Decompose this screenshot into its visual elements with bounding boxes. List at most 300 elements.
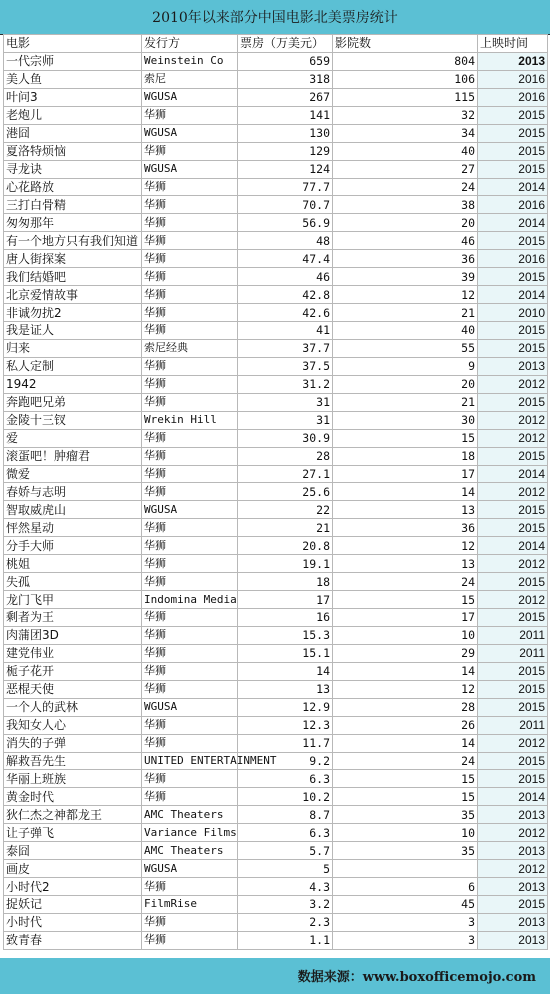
table-row (4, 555, 548, 573)
table-row (4, 896, 548, 914)
cell-theaters: 40 (333, 142, 478, 160)
cell-release-year: 2015 (478, 393, 548, 411)
cell-release-year: 2015 (478, 573, 548, 591)
cell-film: 微爱 (4, 465, 142, 483)
cell-theaters: 40 (333, 322, 478, 340)
cell-distributor: Indomina Media (142, 591, 238, 609)
cell-distributor: 华狮 (142, 483, 238, 501)
header-box-office: 票房（万美元） (238, 35, 333, 53)
cell-box-office: 15.3 (238, 626, 333, 644)
cell-film: 致青春 (4, 931, 142, 949)
cell-box-office: 130 (238, 124, 333, 142)
cell-distributor: 华狮 (142, 734, 238, 752)
cell-film: 寻龙诀 (4, 160, 142, 178)
cell-release-year: 2016 (478, 250, 548, 268)
cell-box-office: 9.2 (238, 752, 333, 770)
cell-box-office: 22 (238, 501, 333, 519)
cell-release-year: 2015 (478, 142, 548, 160)
cell-film: 黄金时代 (4, 788, 142, 806)
cell-distributor: WGUSA (142, 501, 238, 519)
header-film: 电影 (4, 35, 142, 53)
cell-distributor: 华狮 (142, 680, 238, 698)
cell-film: 叶问3 (4, 88, 142, 106)
cell-release-year: 2012 (478, 483, 548, 501)
cell-release-year: 2012 (478, 411, 548, 429)
cell-theaters: 35 (333, 806, 478, 824)
table-row (4, 196, 548, 214)
cell-distributor: UNITED ENTERTAINMENT (142, 752, 238, 770)
cell-theaters: 29 (333, 644, 478, 662)
cell-distributor: Weinstein Co (142, 52, 238, 70)
table-row (4, 680, 548, 698)
cell-release-year: 2015 (478, 896, 548, 914)
cell-film: 匆匆那年 (4, 214, 142, 232)
cell-box-office: 6.3 (238, 770, 333, 788)
cell-box-office: 4.3 (238, 878, 333, 896)
cell-film: 分手大师 (4, 537, 142, 555)
cell-box-office: 42.8 (238, 286, 333, 304)
cell-distributor: WGUSA (142, 860, 238, 878)
cell-distributor: 华狮 (142, 142, 238, 160)
cell-release-year: 2015 (478, 124, 548, 142)
cell-release-year: 2010 (478, 304, 548, 322)
cell-release-year: 2014 (478, 214, 548, 232)
cell-film: 小时代 (4, 913, 142, 931)
cell-theaters: 18 (333, 447, 478, 465)
cell-theaters: 10 (333, 626, 478, 644)
cell-release-year: 2015 (478, 501, 548, 519)
cell-distributor: 华狮 (142, 662, 238, 680)
cell-film: 美人鱼 (4, 70, 142, 88)
table-row (4, 375, 548, 393)
table-row (4, 232, 548, 250)
cell-theaters: 20 (333, 375, 478, 393)
cell-release-year: 2015 (478, 106, 548, 124)
cell-theaters: 28 (333, 698, 478, 716)
cell-distributor: Wrekin Hill (142, 411, 238, 429)
cell-film: 桃姐 (4, 555, 142, 573)
cell-film: 滚蛋吧！肿瘤君 (4, 447, 142, 465)
cell-film: 我知女人心 (4, 716, 142, 734)
cell-box-office: 3.2 (238, 896, 333, 914)
cell-film: 奔跑吧兄弟 (4, 393, 142, 411)
cell-film: 智取威虎山 (4, 501, 142, 519)
cell-release-year: 2012 (478, 591, 548, 609)
cell-theaters: 36 (333, 250, 478, 268)
cell-release-year: 2013 (478, 806, 548, 824)
cell-release-year: 2011 (478, 626, 548, 644)
cell-film: 消失的子弹 (4, 734, 142, 752)
cell-box-office: 318 (238, 70, 333, 88)
cell-release-year: 2012 (478, 824, 548, 842)
cell-distributor: 华狮 (142, 232, 238, 250)
cell-release-year: 2011 (478, 644, 548, 662)
table-row (4, 591, 548, 609)
cell-distributor: WGUSA (142, 698, 238, 716)
cell-film: 我是证人 (4, 322, 142, 340)
table-row (4, 698, 548, 716)
cell-box-office: 25.6 (238, 483, 333, 501)
table-row (4, 429, 548, 447)
cell-distributor: 华狮 (142, 214, 238, 232)
cell-release-year: 2014 (478, 537, 548, 555)
cell-box-office: 12.3 (238, 716, 333, 734)
cell-box-office: 31 (238, 393, 333, 411)
cell-release-year: 2012 (478, 734, 548, 752)
table-row (4, 339, 548, 357)
cell-theaters: 10 (333, 824, 478, 842)
cell-release-year: 2016 (478, 88, 548, 106)
cell-distributor: WGUSA (142, 88, 238, 106)
cell-box-office: 37.7 (238, 339, 333, 357)
table-row (4, 770, 548, 788)
cell-film: 恶棍天使 (4, 680, 142, 698)
table-row (4, 447, 548, 465)
cell-box-office: 77.7 (238, 178, 333, 196)
table-row (4, 644, 548, 662)
table-row (4, 124, 548, 142)
cell-theaters: 20 (333, 214, 478, 232)
cell-release-year: 2012 (478, 375, 548, 393)
cell-box-office: 5 (238, 860, 333, 878)
cell-theaters: 12 (333, 286, 478, 304)
cell-film: 失孤 (4, 573, 142, 591)
cell-release-year: 2016 (478, 70, 548, 88)
cell-film: 画皮 (4, 860, 142, 878)
cell-theaters: 115 (333, 88, 478, 106)
cell-film: 爱 (4, 429, 142, 447)
table-row (4, 716, 548, 734)
cell-box-office: 16 (238, 609, 333, 627)
table-row (4, 662, 548, 680)
table-row (4, 519, 548, 537)
sheet-title: 2010年以来部分中国电影北美票房统计 (0, 0, 550, 35)
cell-film: 我们结婚吧 (4, 268, 142, 286)
cell-theaters: 12 (333, 537, 478, 555)
cell-release-year: 2015 (478, 752, 548, 770)
cell-distributor: WGUSA (142, 160, 238, 178)
cell-box-office: 8.7 (238, 806, 333, 824)
cell-theaters: 24 (333, 178, 478, 196)
data-source: 数据来源：www.boxofficemojo.com (297, 969, 536, 985)
table-row (4, 106, 548, 124)
cell-distributor: 华狮 (142, 178, 238, 196)
table-row (4, 250, 548, 268)
cell-box-office: 48 (238, 232, 333, 250)
cell-film: 夏洛特烦恼 (4, 142, 142, 160)
cell-theaters: 21 (333, 304, 478, 322)
table-row (4, 178, 548, 196)
cell-box-office: 21 (238, 519, 333, 537)
cell-distributor: 华狮 (142, 429, 238, 447)
table-row (4, 860, 548, 878)
cell-box-office: 14 (238, 662, 333, 680)
cell-release-year: 2015 (478, 770, 548, 788)
cell-release-year: 2015 (478, 160, 548, 178)
cell-box-office: 129 (238, 142, 333, 160)
cell-box-office: 19.1 (238, 555, 333, 573)
table-row (4, 788, 548, 806)
cell-film: 三打白骨精 (4, 196, 142, 214)
table-row (4, 931, 548, 949)
cell-film: 一个人的武林 (4, 698, 142, 716)
cell-box-office: 28 (238, 447, 333, 465)
cell-theaters: 106 (333, 70, 478, 88)
cell-theaters: 15 (333, 591, 478, 609)
cell-distributor: 华狮 (142, 644, 238, 662)
cell-distributor: 华狮 (142, 106, 238, 124)
cell-distributor: 华狮 (142, 196, 238, 214)
cell-release-year: 2015 (478, 662, 548, 680)
cell-box-office: 37.5 (238, 357, 333, 375)
cell-theaters: 14 (333, 734, 478, 752)
cell-distributor: 华狮 (142, 788, 238, 806)
cell-distributor: 华狮 (142, 626, 238, 644)
cell-distributor: 华狮 (142, 250, 238, 268)
cell-release-year: 2015 (478, 447, 548, 465)
cell-release-year: 2013 (478, 913, 548, 931)
cell-release-year: 2015 (478, 232, 548, 250)
table-row (4, 357, 548, 375)
cell-theaters: 15 (333, 788, 478, 806)
cell-theaters: 3 (333, 913, 478, 931)
cell-release-year: 2016 (478, 196, 548, 214)
cell-box-office: 11.7 (238, 734, 333, 752)
cell-film: 解救吾先生 (4, 752, 142, 770)
cell-distributor: 华狮 (142, 878, 238, 896)
cell-theaters: 39 (333, 268, 478, 286)
cell-film: 春娇与志明 (4, 483, 142, 501)
cell-box-office: 2.3 (238, 913, 333, 931)
cell-film: 建党伟业 (4, 644, 142, 662)
cell-theaters: 9 (333, 357, 478, 375)
cell-release-year: 2015 (478, 609, 548, 627)
cell-theaters: 13 (333, 501, 478, 519)
cell-box-office: 18 (238, 573, 333, 591)
cell-theaters: 55 (333, 339, 478, 357)
table-row (4, 573, 548, 591)
cell-box-office: 10.2 (238, 788, 333, 806)
table-row (4, 304, 548, 322)
cell-film: 狄仁杰之神都龙王 (4, 806, 142, 824)
cell-box-office: 12.9 (238, 698, 333, 716)
cell-release-year: 2014 (478, 178, 548, 196)
cell-box-office: 141 (238, 106, 333, 124)
cell-film: 泰囧 (4, 842, 142, 860)
cell-distributor: 华狮 (142, 716, 238, 734)
cell-theaters: 6 (333, 878, 478, 896)
cell-release-year: 2015 (478, 339, 548, 357)
cell-release-year: 2012 (478, 429, 548, 447)
cell-film: 北京爱情故事 (4, 286, 142, 304)
cell-box-office: 6.3 (238, 824, 333, 842)
cell-theaters: 45 (333, 896, 478, 914)
table-row (4, 70, 548, 88)
cell-distributor: 华狮 (142, 555, 238, 573)
table-row (4, 214, 548, 232)
table-row (4, 160, 548, 178)
cell-box-office: 659 (238, 52, 333, 70)
cell-distributor: 华狮 (142, 375, 238, 393)
table-row (4, 52, 548, 70)
cell-distributor: 华狮 (142, 357, 238, 375)
cell-theaters: 12 (333, 680, 478, 698)
cell-film: 心花路放 (4, 178, 142, 196)
cell-box-office: 30.9 (238, 429, 333, 447)
table-row (4, 913, 548, 931)
cell-film: 唐人街探案 (4, 250, 142, 268)
cell-distributor: 华狮 (142, 931, 238, 949)
cell-theaters: 27 (333, 160, 478, 178)
cell-box-office: 46 (238, 268, 333, 286)
cell-distributor: 华狮 (142, 304, 238, 322)
cell-film: 捉妖记 (4, 896, 142, 914)
cell-distributor: 华狮 (142, 268, 238, 286)
cell-film: 私人定制 (4, 357, 142, 375)
cell-film: 1942 (4, 375, 142, 393)
cell-theaters: 3 (333, 931, 478, 949)
cell-distributor: FilmRise (142, 896, 238, 914)
cell-theaters: 24 (333, 573, 478, 591)
cell-film: 龙门飞甲 (4, 591, 142, 609)
cell-theaters: 17 (333, 465, 478, 483)
cell-theaters: 38 (333, 196, 478, 214)
cell-box-office: 27.1 (238, 465, 333, 483)
header-theaters: 影院数 (333, 35, 478, 53)
cell-film: 归来 (4, 339, 142, 357)
cell-film: 小时代2 (4, 878, 142, 896)
cell-distributor: 华狮 (142, 519, 238, 537)
cell-box-office: 42.6 (238, 304, 333, 322)
cell-distributor: 华狮 (142, 770, 238, 788)
table-row (4, 537, 548, 555)
cell-release-year: 2012 (478, 555, 548, 573)
cell-theaters: 14 (333, 483, 478, 501)
table-row (4, 268, 548, 286)
cell-theaters: 35 (333, 842, 478, 860)
table-row (4, 88, 548, 106)
cell-box-office: 31 (238, 411, 333, 429)
cell-film: 怦然星动 (4, 519, 142, 537)
cell-theaters: 24 (333, 752, 478, 770)
cell-theaters: 13 (333, 555, 478, 573)
cell-box-office: 13 (238, 680, 333, 698)
table-row (4, 878, 548, 896)
table-row (4, 842, 548, 860)
cell-release-year: 2014 (478, 286, 548, 304)
table-row (4, 734, 548, 752)
cell-theaters: 17 (333, 609, 478, 627)
box-office-table (3, 34, 548, 950)
cell-release-year: 2012 (478, 860, 548, 878)
cell-box-office: 41 (238, 322, 333, 340)
cell-distributor: 华狮 (142, 913, 238, 931)
cell-distributor: Variance Films (142, 824, 238, 842)
table-row (4, 824, 548, 842)
cell-box-office: 31.2 (238, 375, 333, 393)
cell-box-office: 15.1 (238, 644, 333, 662)
cell-theaters: 32 (333, 106, 478, 124)
table-row (4, 393, 548, 411)
cell-distributor: 索尼经典 (142, 339, 238, 357)
cell-film: 剩者为王 (4, 609, 142, 627)
table-row (4, 286, 548, 304)
cell-film: 有一个地方只有我们知道 (4, 232, 142, 250)
cell-release-year: 2013 (478, 357, 548, 375)
cell-film: 华丽上班族 (4, 770, 142, 788)
cell-theaters: 14 (333, 662, 478, 680)
table-row (4, 411, 548, 429)
cell-release-year: 2015 (478, 698, 548, 716)
cell-distributor: 华狮 (142, 322, 238, 340)
cell-theaters (333, 860, 478, 878)
table-row (4, 806, 548, 824)
cell-theaters: 34 (333, 124, 478, 142)
cell-distributor: AMC Theaters (142, 842, 238, 860)
cell-theaters: 15 (333, 770, 478, 788)
cell-box-office: 47.4 (238, 250, 333, 268)
table-row (4, 142, 548, 160)
cell-box-office: 1.1 (238, 931, 333, 949)
cell-distributor: 索尼 (142, 70, 238, 88)
header-row (4, 35, 548, 53)
cell-film: 栀子花开 (4, 662, 142, 680)
table-row (4, 501, 548, 519)
cell-box-office: 56.9 (238, 214, 333, 232)
cell-release-year: 2015 (478, 519, 548, 537)
cell-theaters: 804 (333, 52, 478, 70)
header-distributor: 发行方 (142, 35, 238, 53)
cell-distributor: WGUSA (142, 124, 238, 142)
cell-box-office: 267 (238, 88, 333, 106)
cell-film: 金陵十三钗 (4, 411, 142, 429)
cell-release-year: 2015 (478, 322, 548, 340)
cell-box-office: 70.7 (238, 196, 333, 214)
cell-theaters: 21 (333, 393, 478, 411)
cell-theaters: 36 (333, 519, 478, 537)
cell-release-year: 2014 (478, 465, 548, 483)
cell-release-year: 2015 (478, 680, 548, 698)
cell-release-year: 2013 (478, 842, 548, 860)
cell-box-office: 17 (238, 591, 333, 609)
table-row (4, 322, 548, 340)
cell-film: 非诚勿扰2 (4, 304, 142, 322)
cell-film: 一代宗师 (4, 52, 142, 70)
table-row (4, 626, 548, 644)
cell-theaters: 30 (333, 411, 478, 429)
cell-distributor: 华狮 (142, 465, 238, 483)
cell-box-office: 5.7 (238, 842, 333, 860)
cell-theaters: 26 (333, 716, 478, 734)
cell-release-year: 2013 (478, 52, 548, 70)
cell-film: 港囧 (4, 124, 142, 142)
cell-film: 让子弹飞 (4, 824, 142, 842)
cell-box-office: 20.8 (238, 537, 333, 555)
cell-film: 老炮儿 (4, 106, 142, 124)
table-row (4, 752, 548, 770)
table-row (4, 483, 548, 501)
cell-release-year: 2013 (478, 878, 548, 896)
cell-theaters: 15 (333, 429, 478, 447)
cell-distributor: 华狮 (142, 286, 238, 304)
cell-release-year: 2015 (478, 268, 548, 286)
table-row (4, 465, 548, 483)
cell-distributor: 华狮 (142, 537, 238, 555)
cell-distributor: 华狮 (142, 447, 238, 465)
table-row (4, 609, 548, 627)
cell-release-year: 2013 (478, 931, 548, 949)
header-release-year: 上映时间 (478, 35, 548, 53)
